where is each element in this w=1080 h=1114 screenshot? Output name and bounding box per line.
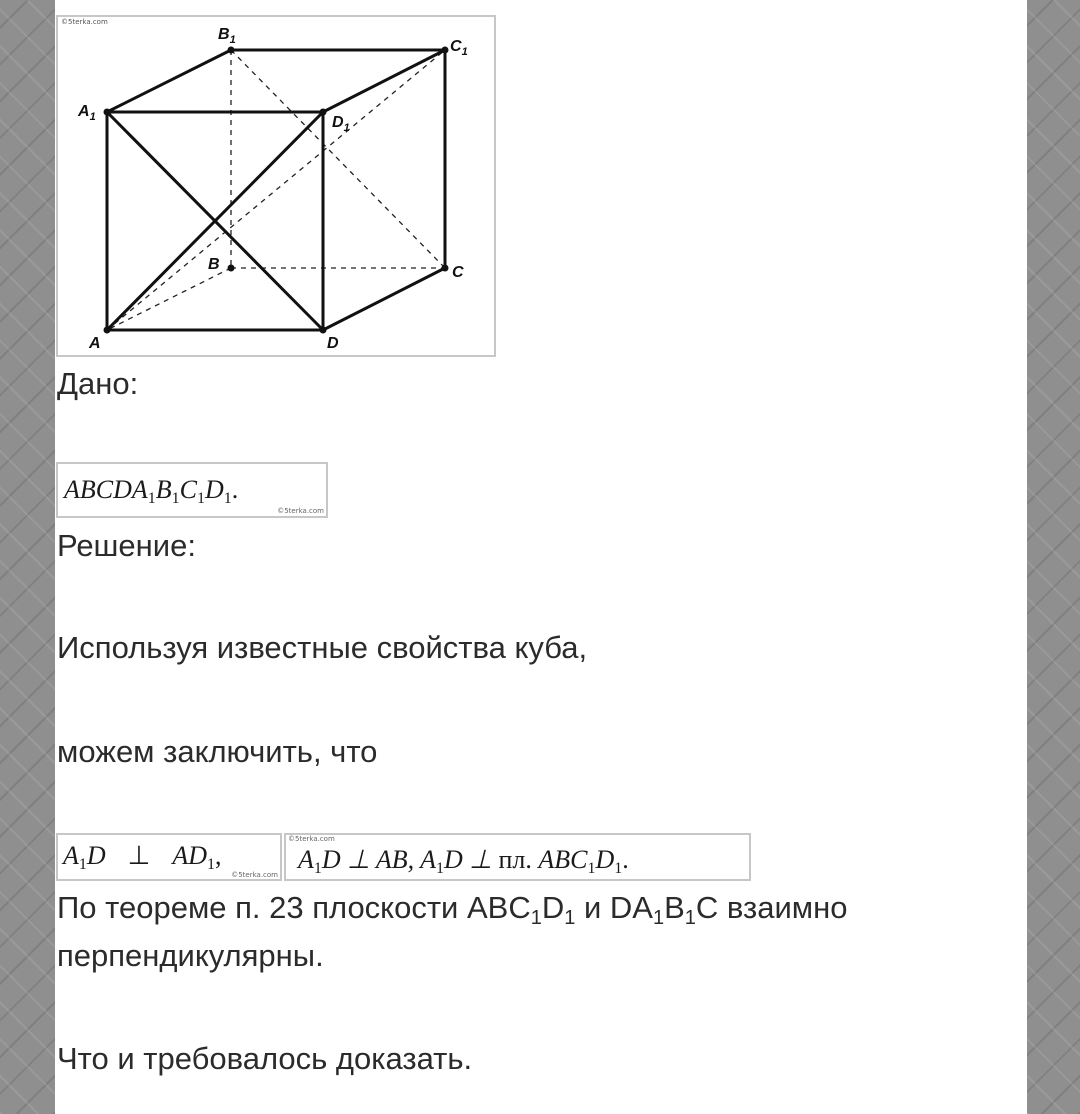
document-page [55, 0, 1027, 1114]
formula-right-box [284, 833, 751, 881]
formula-left-watermark: ©5terka.com [231, 871, 278, 879]
label-c: C [452, 264, 464, 281]
given-formula: $ABCDA_1B_1C_1D_1$. [64, 475, 239, 507]
left-background [0, 0, 55, 1114]
theorem-line-1: По теореме п. 23 плоскости $ABC_1D_1$ и $DA_1B_1C$ взаимно [57, 890, 848, 929]
hidden-edges [107, 50, 445, 330]
conclusion: Что и требовалось доказать. [57, 1041, 473, 1076]
formula-right-watermark: ©5terka.com [288, 835, 335, 843]
label-b: B [208, 256, 220, 273]
theorem-line-2: перпендикулярны. [57, 938, 324, 973]
given-heading: Дано: [57, 366, 139, 401]
cube-figure [56, 15, 496, 357]
cube-diagram [58, 17, 494, 355]
label-a1: $A_1$ [78, 103, 96, 123]
formula-left-box [56, 833, 282, 881]
figure-watermark: ©5terka.com [61, 18, 108, 26]
formula-left: $A_1D$ ⊥ $AD_1$, [63, 841, 222, 873]
solution-heading: Решение: [57, 528, 196, 563]
formula-right: $A_1D$ ⊥ AB, $A_1D$ ⊥ пл. $ABC_1D_1$. [298, 845, 629, 877]
given-formula-watermark: ©5terka.com [277, 507, 324, 515]
label-b1: $B_1$ [218, 26, 236, 46]
label-d1: $D_1$ [332, 114, 350, 134]
solution-line-1: Используя известные свойства куба, [57, 630, 588, 665]
label-a: A [89, 335, 101, 352]
label-c1: $C_1$ [450, 38, 468, 58]
solution-line-2: можем заключить, что [57, 734, 378, 769]
given-formula-box [56, 462, 328, 518]
right-background [1027, 0, 1080, 1114]
label-d: D [327, 335, 339, 352]
